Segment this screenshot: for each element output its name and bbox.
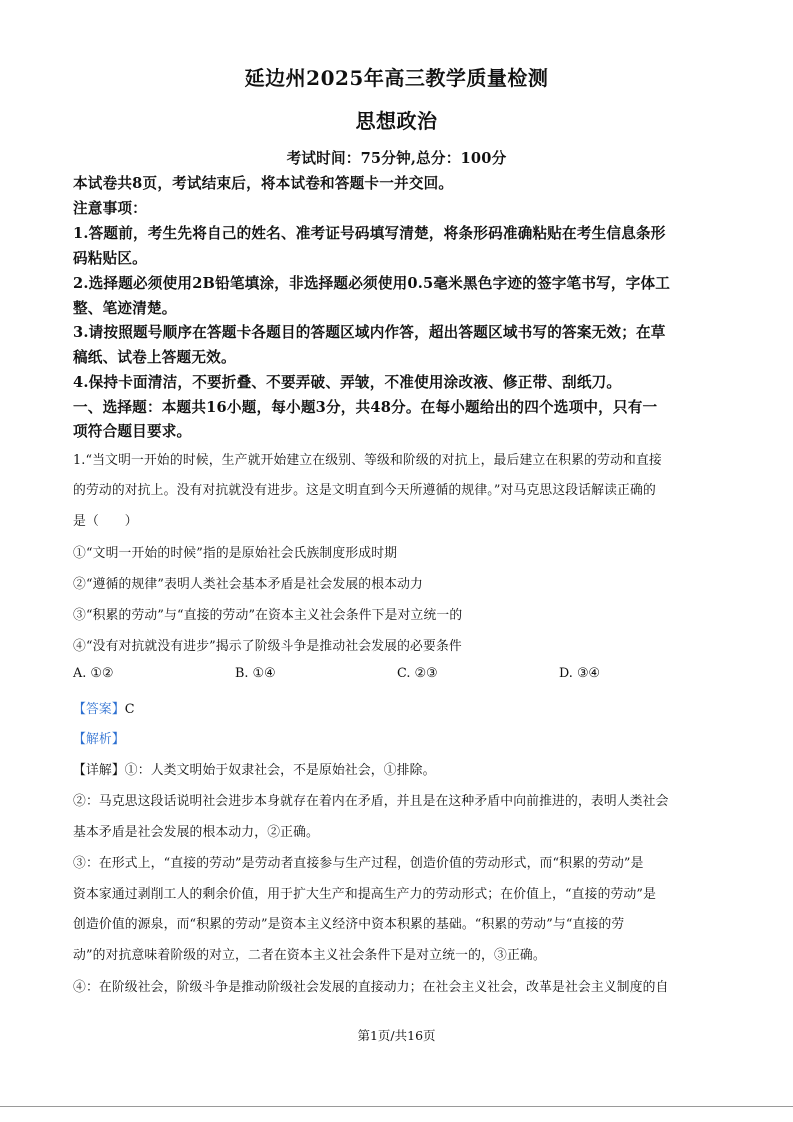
intro-line: 本试卷共8页，考试结束后，将本试卷和答题卡一并交回。 [73,175,454,192]
option-c: C. ②③ [397,666,438,681]
instruction-line: 整、笔迹清楚。 [73,300,177,317]
analysis-line: 资本家通过剥削工人的剩余价值，用于扩大生产和提高生产力的劳动形式；在价值上，“直接的劳动”是 [73,887,657,902]
analysis-line: ②：马克思这段话说明社会进步本身就存在着内在矛盾，并且是在这种矛盾中向前推进的，表明人类社会 [73,794,669,809]
section-heading: 一、选择题：本题共16小题，每小题3分，共48分。在每小题给出的四个选项中，只有一 [73,399,658,416]
statement-item: ②“遵循的规律”表明人类社会基本矛盾是社会发展的根本动力 [73,577,424,592]
analysis-tag: 【解析】 [73,732,125,747]
notes-heading: 注意事项： [73,200,147,217]
analysis-heading [73,728,125,747]
instruction-line: 3.请按照题号顺序在答题卡各题目的答题区域内作答，超出答题区域书写的答案无效；在草 [73,324,666,341]
exam-info: 考试时间：75分钟,总分：100分 [286,150,507,167]
analysis-line: ③：在形式上，“直接的劳动”是劳动者直接参与生产过程，创造价值的劳动形式，而“积累的劳动”是 [73,856,644,871]
question-stem-line: 是（ ） [73,514,138,529]
answer-value: C [124,702,135,717]
answer-tag: 【答案】 [73,702,125,717]
statement-item: ①“文明一开始的时候”指的是原始社会氏族制度形成时期 [73,546,398,561]
instruction-line: 码粘贴区。 [73,250,147,267]
instruction-line: 1.答题前，考生先将自己的姓名、准考证号码填写清楚，将条形码准确粘贴在考生信息条形 [73,225,666,242]
instruction-line: 稿纸、试卷上答题无效。 [73,349,236,366]
detail-tag: 【详解】 [73,763,125,778]
answer-line [73,698,135,717]
analysis-line: 基本矛盾是社会发展的根本动力，②正确。 [73,825,319,840]
analysis-line: 动”的对抗意味着阶级的对立，二者在资本主义社会条件下是对立统一的，③正确。 [73,948,546,963]
question-stem-line: 1.“当文明一开始的时候，生产就开始建立在级别、等级和阶级的对抗上，最后建立在积累的劳动和直接 [73,453,662,468]
statement-item: ④“没有对抗就没有进步”揭示了阶级斗争是推动社会发展的必要条件 [73,639,462,654]
option-d: D. ③④ [559,666,600,681]
statement-item: ③“积累的劳动”与“直接的劳动”在资本主义社会条件下是对立统一的 [73,608,463,623]
option-a: A. ①② [73,666,114,681]
exam-title: 延边州2025年高三教学质量检测 [244,66,549,90]
subject-title: 思想政治 [355,109,438,133]
instruction-line: 2.选择题必须使用2B铅笔填涂，非选择题必须使用0.5毫米黑色字迹的签字笔书写，字体工 [73,275,671,292]
detail-line [73,759,436,778]
option-b: B. ①④ [235,666,276,681]
section-heading: 项符合题目要求。 [73,423,192,440]
page-number: 第1页/共16页 [357,1028,436,1043]
analysis-line: 创造价值的源泉，而“积累的劳动”是资本主义经济中资本积累的基础。“积累的劳动”与“直接的劳 [73,917,625,932]
page-divider [0,1106,793,1107]
analysis-line: ④：在阶级社会，阶级斗争是推动阶级社会发展的直接动力；在社会主义社会，改革是社会主义制度的自 [73,980,669,995]
question-stem-line: 的劳动的对抗上。没有对抗就没有进步。这是文明直到今天所遵循的规律。”对马克思这段话解读正确的 [73,483,656,498]
detail-text: ①：人类文明始于奴隶社会，不是原始社会，①排除。 [124,763,436,778]
instruction-line: 4.保持卡面清洁，不要折叠、不要弄破、弄皱，不准使用涂改液、修正带、刮纸刀。 [73,374,622,391]
